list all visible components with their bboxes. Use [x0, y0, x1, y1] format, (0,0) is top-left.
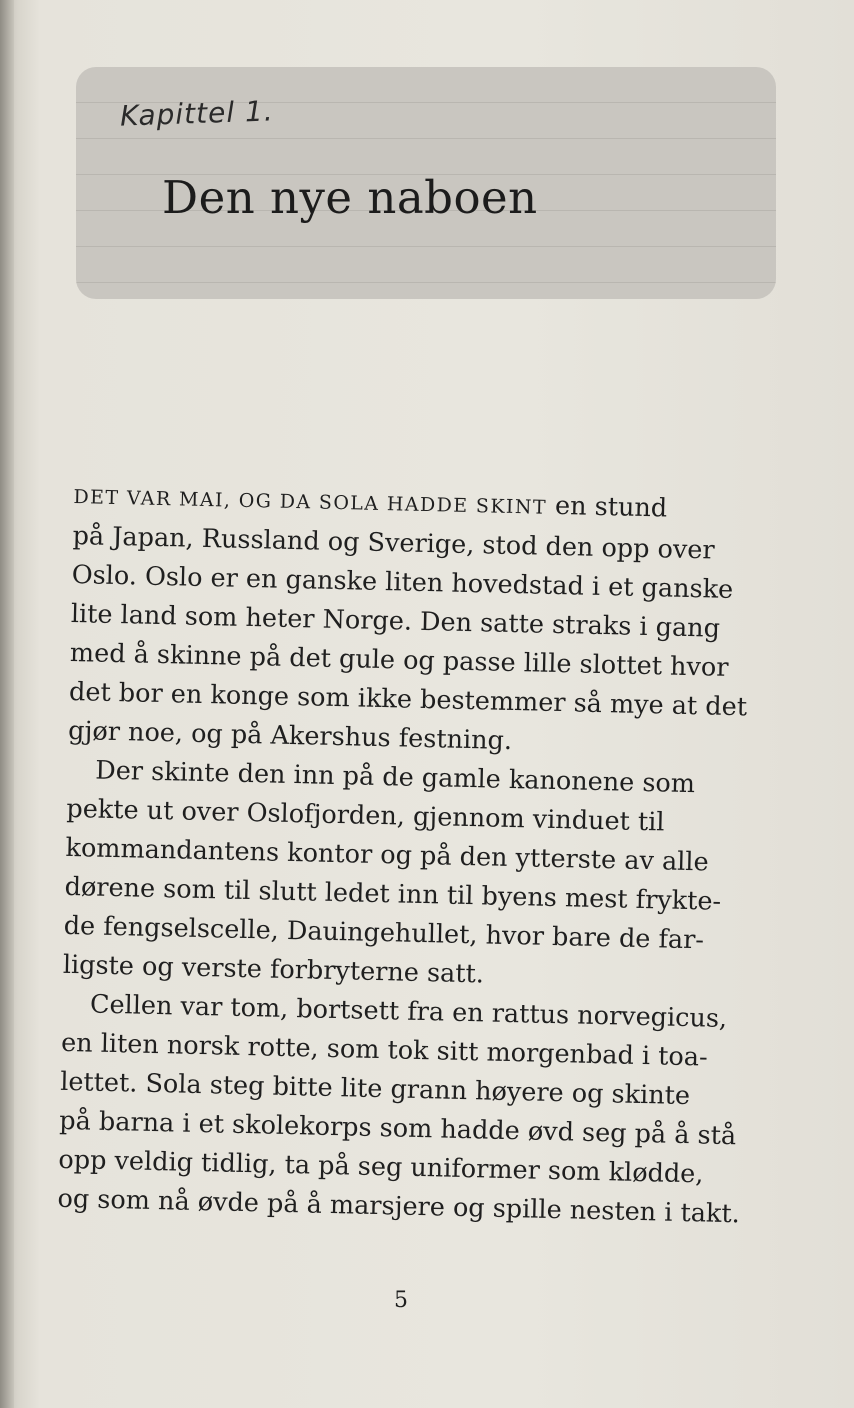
opening-smallcaps: DET VAR MAI, OG DA SOLA HADDE SKINT [73, 485, 548, 519]
chapter-body [57, 476, 764, 1234]
chapter-label: Kapittel 1. [119, 94, 275, 133]
paragraph-3: Cellen var tom, bortsett fra en rattus norvegicus, en liten norsk rotte, som tok sitt morgenbad i toa- lettet. Sola steg bitte lite grann høyere og skinte på barna i et skolekorps som hadde øvd seg på å stå opp veldig tidlig, ta på seg uniformer som klødde, og som nå øvde på å marsjere og spille nesten i takt. [57, 989, 741, 1230]
paragraph-1-text: en stund på Japan, Russland og Sverige, stod den opp over Oslo. Oslo er en ganske liten hovedstad i et ganske lite land som heter Norge. Den satte straks i gang med å skinne på det gule og passe lille slottet hvor det bor en konge som ikke bestemmer så mye at det gjør noe, og på Akershus festning. [67, 490, 748, 757]
page-number: 5 [394, 1288, 408, 1313]
chapter-header-box [76, 67, 776, 299]
chapter-title: Den nye naboen [162, 171, 538, 224]
paragraph-2: Der skinte den inn på de gamle kanonene som pekte ut over Oslofjorden, gjennom vinduet til kommandantens kontor og på den ytterste av alle dørene som til slutt ledet inn til byens mest frykte- de fengselscelle, Dauingehullet, hvor bare de far- ligste og verste forbryterne satt. [62, 755, 722, 990]
paragraph-1 [68, 476, 764, 767]
